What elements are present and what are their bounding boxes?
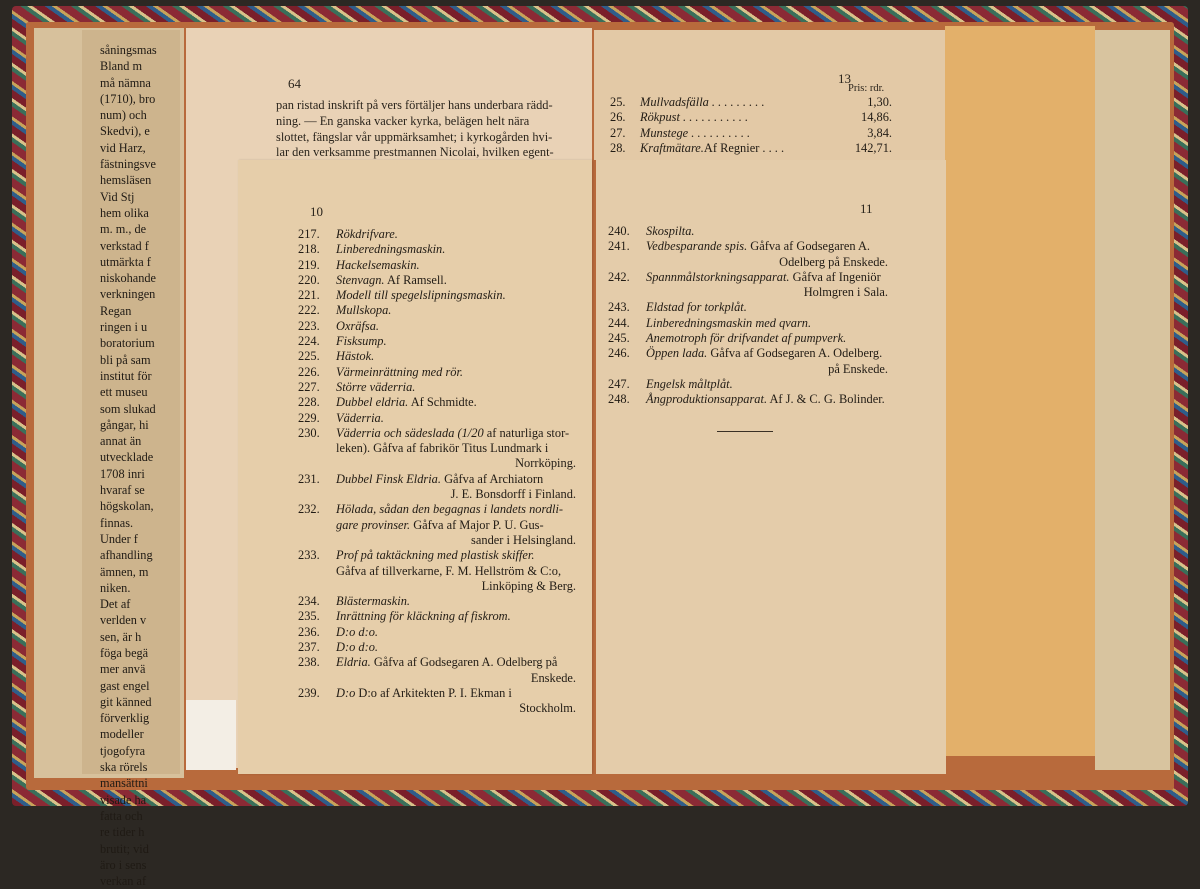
entry-continuation: Norrköping. (515, 456, 576, 471)
entry-text (646, 316, 888, 331)
entry-number: 227. (298, 379, 320, 394)
entry-name: Väderria. (336, 410, 384, 425)
page-number: 11 (860, 201, 873, 216)
catalog-entry (298, 334, 576, 349)
price-row (610, 95, 892, 110)
entry-text (336, 242, 576, 257)
catalog-entry (298, 472, 576, 487)
entry-number: 222. (298, 303, 320, 318)
entry-number: 226. (298, 364, 320, 379)
entry-number: 231. (298, 471, 320, 486)
entry-text (336, 655, 576, 670)
clipping-line: niskohande (100, 271, 157, 286)
entry-note: Af J. & C. G. Bolinder. (767, 392, 885, 407)
catalog-entry (608, 331, 888, 346)
catalog-entry (298, 303, 576, 318)
entry-name: Eldstad for torkplåt. (646, 300, 747, 315)
entry-number: 218. (298, 242, 320, 257)
entry-price: 1,30. (867, 95, 892, 109)
entry-name: Rökdrifvare. (336, 227, 398, 241)
entry-continuation: J. E. Bonsdorff i Finland. (450, 487, 576, 502)
entry-number: 247. (608, 376, 630, 391)
catalog-entry (608, 270, 888, 285)
clipping-line: fatta och (100, 808, 143, 823)
clipping-line: bli på sam (100, 352, 151, 367)
entry-name: Linberedningsmaskin med qvarn. (646, 315, 812, 330)
entry-name: Öppen lada. (646, 346, 708, 361)
entry-number: 229. (298, 410, 320, 425)
entry-note: Gåfva af Archiatorn (440, 471, 544, 486)
clipping-line: utmärkta f (100, 254, 151, 269)
entry-number: 239. (298, 685, 320, 700)
catalog-entry (608, 377, 888, 392)
entry-number: 27. (610, 125, 626, 140)
clipping-line: Bland m (100, 59, 143, 74)
catalog-entry (608, 316, 888, 331)
price-row (610, 110, 892, 125)
entry-number: 235. (298, 609, 320, 624)
entry-name: Väderria och sädeslada (1/20 (336, 425, 484, 440)
page-number: 10 (310, 204, 323, 219)
catalog-entry (298, 380, 576, 395)
entry-number: 240. (608, 224, 630, 238)
entry-continuation: Holmgren i Sala. (803, 285, 888, 300)
entry-number: 230. (298, 425, 320, 440)
entry-number: 221. (298, 288, 320, 303)
clipping-line: föga begä (100, 645, 149, 660)
clipping-line: niken. (100, 580, 131, 595)
entry-name: Engelsk måltplåt. (646, 376, 733, 391)
clipping-line: num) och (100, 108, 147, 123)
catalog-list (608, 224, 888, 408)
price-row (610, 126, 892, 141)
clipping-line: mer anvä (100, 662, 146, 677)
entry-note: Gåfva af Godsegaren A. Odelberg. (707, 346, 883, 361)
entry-text (336, 334, 576, 349)
entry-name: Rökpust . . . . . . . . . . . (640, 110, 749, 125)
entry-name: Skospilta. (646, 224, 695, 238)
entry-number: 236. (298, 624, 320, 639)
clipping-line: annat än (100, 434, 142, 449)
clipping-line: sen, är h (100, 629, 142, 644)
entry-note: Gåfva af Godsegaren A. (747, 239, 871, 254)
clipping-line: hem olika (100, 205, 149, 220)
catalog-entry (298, 273, 576, 288)
entry-note: Gåfva af Ingeniör (789, 269, 881, 284)
entry-name: Linberedningsmaskin. (336, 242, 446, 257)
clipping-line: boratorium (100, 336, 155, 351)
clipping-line: utvecklade (100, 450, 154, 465)
entry-text (336, 319, 576, 334)
clipping-line: gångar, hi (100, 417, 149, 432)
entry-number: 25. (610, 95, 626, 109)
clipping-line: m. m., de (100, 222, 147, 237)
entry-text (646, 346, 888, 361)
clipping-line: Skedvi), e (100, 124, 150, 139)
catalog-entry (298, 349, 576, 364)
entry-note: Af Regnier . . . . (703, 140, 785, 155)
clipping-line: högskolan, (100, 499, 154, 514)
clipping-line: (1710), bro (100, 91, 156, 106)
catalog-entry (608, 239, 888, 254)
clipping-line: förverklig (100, 711, 150, 726)
entry-text (646, 300, 888, 315)
newspaper-clipping-text (100, 42, 180, 889)
clipping-line: ringen i u (100, 320, 148, 335)
clipping-line: tjogofyra (100, 743, 146, 758)
entry-name: Fisksump. (336, 334, 387, 349)
entry-continuation: Stockholm. (519, 701, 576, 716)
clipping-line: såningsmas (100, 43, 157, 57)
catalog-list (298, 227, 576, 717)
entry-name: Stenvagn. (336, 272, 385, 287)
clipping-line: modeller (100, 727, 144, 742)
entry-name: Eldria. (336, 655, 371, 670)
clipping-line: git känned (100, 694, 152, 709)
clipping-line: afhandling (100, 548, 153, 563)
entry-number: 241. (608, 239, 630, 254)
entry-name: Munstege . . . . . . . . . . (640, 125, 751, 140)
entry-name: Oxräfsa. (336, 318, 380, 333)
entry-number: 244. (608, 315, 630, 330)
page-10 (238, 160, 592, 774)
clipping-line: verlden v (100, 613, 147, 628)
catalog-entry (298, 395, 576, 410)
entry-name: Ångproduktionsapparat. (646, 392, 768, 407)
entry-text (336, 472, 576, 487)
clipping-line: verkan af (100, 874, 147, 889)
entry-number: 223. (298, 318, 320, 333)
entry-text (336, 395, 576, 410)
entry-note: af naturliga stor- (483, 425, 570, 440)
entry-number: 220. (298, 272, 320, 287)
entry-note: D:o af Arkitekten P. I. Ekman i (355, 685, 512, 700)
entry-name: Vedbesparande spis. (646, 239, 748, 254)
entry-continuation: sander i Helsingland. (471, 532, 576, 547)
entry-number: 224. (298, 334, 320, 349)
clipping-line: Regan (100, 303, 132, 318)
end-rule (717, 431, 773, 432)
entry-number: 225. (298, 349, 320, 364)
entry-name: gare provinser. (336, 517, 411, 532)
entry-text (336, 288, 576, 303)
entry-text (336, 609, 576, 624)
clipping-line: äro i sens (100, 857, 147, 872)
entry-price: 14,86. (861, 110, 892, 125)
catalog-entry (298, 227, 576, 242)
entry-number: 245. (608, 331, 630, 346)
white-slip (186, 700, 236, 770)
entry-note: Af Ramsell. (384, 272, 447, 287)
entry-name: D:o (336, 685, 356, 700)
entry-continuation: Odelberg på Enskede. (779, 254, 888, 269)
entry-text (646, 239, 888, 254)
catalog-entry (298, 609, 576, 624)
page-64-text (276, 98, 578, 161)
entry-name: Blästermaskin. (336, 594, 410, 609)
entry-note: Gåfva af Godsegaren A. Odelberg på (370, 655, 558, 670)
entry-continuation: Linköping & Berg. (481, 578, 576, 593)
entry-number: 233. (298, 548, 320, 563)
catalog-entry (298, 625, 576, 640)
catalog-entry (298, 686, 576, 701)
catalog-entry (298, 640, 576, 655)
entry-number: 243. (608, 300, 630, 315)
entry-name: Modell till spegelslipningsmaskin. (336, 288, 506, 303)
entry-text (336, 686, 576, 701)
entry-text (336, 625, 576, 640)
entry-text (336, 227, 576, 242)
clipping-line: ska rörels (100, 760, 148, 775)
catalog-entry (298, 594, 576, 609)
entry-name: Hackelsemaskin. (336, 257, 420, 272)
entry-price: 142,71. (854, 140, 892, 155)
text-line: ning. — En ganska vacker kyrka, belägen helt nära (276, 113, 530, 128)
catalog-entry (298, 655, 576, 670)
price-list (610, 95, 892, 156)
catalog-entry (298, 288, 576, 303)
catalog-entry (298, 258, 576, 273)
entry-name: Inrättning för kläckning af fiskrom. (336, 609, 511, 624)
clipping-line: må nämna (100, 75, 151, 90)
catalog-entry (298, 548, 576, 563)
entry-text (646, 224, 888, 239)
clipping-line: Det af (100, 597, 131, 612)
clipping-line: institut för (100, 368, 152, 383)
entry-text (336, 258, 576, 273)
entry-name: Anemotroph för drifvandet af pumpverk. (646, 331, 847, 346)
entry-name: D:o d:o. (336, 640, 378, 655)
clipping-line: visade ha (100, 792, 147, 807)
entry-number: 238. (298, 655, 320, 670)
entry-name: Dubbel Finsk Eldria. (336, 471, 441, 486)
entry-number: 26. (610, 110, 626, 125)
text-line: slottet, fängslar vår uppmärksamhet; i kyrkogården hvi- (276, 129, 553, 144)
entry-continuation: leken). Gåfva af fabrikör Titus Lundmark i (336, 441, 549, 456)
entry-number: 232. (298, 502, 320, 517)
entry-name: Kraftmätare. (640, 140, 704, 155)
entry-text (336, 365, 576, 380)
page-number: 13 (838, 71, 851, 86)
entry-name: Dubbel eldria. (336, 395, 409, 410)
entry-number: 248. (608, 392, 630, 407)
catalog-entry (298, 242, 576, 257)
price-header: Pris: rdr. (848, 83, 885, 94)
clipping-line: hvaraf se (100, 483, 145, 498)
clipping-line: mansättni (100, 776, 148, 791)
catalog-entry (608, 300, 888, 315)
entry-number: 228. (298, 395, 320, 410)
entry-text (646, 377, 888, 392)
catalog-entry (298, 426, 576, 441)
entry-text (336, 273, 576, 288)
entry-continuation: Gåfva af tillverkarne, F. M. Hellström & C:o, (336, 563, 562, 578)
clipping-line: hemsläsen (100, 173, 152, 188)
entry-price: 3,84. (867, 125, 892, 140)
entry-continuation (298, 518, 576, 533)
entry-text (336, 426, 576, 441)
entry-text (336, 380, 576, 395)
price-row (610, 141, 892, 156)
entry-name: Hölada, sådan den begagnas i landets nordli- (336, 502, 564, 517)
entry-text (336, 349, 576, 364)
page-11 (596, 160, 946, 774)
entry-text (336, 303, 576, 318)
clipping-line: Vid Stj (100, 189, 135, 204)
clipping-line: som slukad (100, 401, 156, 416)
entry-number: 234. (298, 594, 320, 609)
entry-number: 246. (608, 346, 630, 361)
yellow-insert-page (945, 26, 1095, 756)
entry-name: Mullskopa. (336, 303, 392, 318)
entry-name: Mullvadsfälla . . . . . . . . . (640, 95, 765, 109)
entry-name: Värmeinrättning med rör. (336, 364, 464, 379)
page-number: 64 (288, 76, 301, 91)
entry-text (646, 392, 888, 407)
clipping-line: vid Harz, (100, 140, 146, 155)
clipping-line: brutit; vid (100, 841, 149, 856)
catalog-entry (608, 346, 888, 361)
clipping-line: verkningen (100, 287, 156, 302)
entry-number: 237. (298, 640, 320, 655)
catalog-entry (608, 392, 888, 407)
entry-note: Gåfva af Major P. U. Gus- (410, 517, 544, 532)
clipping-line: 1708 inri (100, 466, 145, 481)
entry-name: Större väderria. (336, 379, 416, 394)
entry-continuation: Enskede. (530, 670, 576, 685)
entry-text (336, 548, 576, 563)
entry-text (336, 502, 576, 517)
clipping-line: Under f (100, 531, 138, 546)
entry-text (336, 640, 576, 655)
catalog-entry (298, 502, 576, 517)
entry-number: 219. (298, 257, 320, 272)
catalog-entry (298, 411, 576, 426)
entry-number: 242. (608, 269, 630, 284)
entry-text (336, 594, 576, 609)
text-line: lar den verksamme prestmannen Nicolai, hvilken egent- (276, 145, 554, 160)
entry-text (646, 331, 888, 346)
clipping-line: verkstad f (100, 238, 149, 253)
catalog-entry (298, 365, 576, 380)
entry-name: D:o d:o. (336, 624, 378, 639)
clipping-line: re tider h (100, 825, 145, 840)
entry-text (646, 270, 888, 285)
clipping-line: finnas. (100, 515, 134, 530)
entry-name: Hästok. (336, 349, 375, 364)
entry-name: Prof på taktäckning med plastisk skiffer. (336, 548, 535, 563)
back-page (1095, 30, 1170, 770)
clipping-line: ett museu (100, 385, 148, 400)
entry-note: Af Schmidte. (408, 395, 477, 410)
catalog-entry (608, 224, 888, 239)
entry-name: Spannmålstorkningsapparat. (646, 269, 790, 284)
entry-number: 28. (610, 140, 626, 155)
catalog-entry (298, 319, 576, 334)
text-line: pan ristad inskrift på vers förtäljer hans underbara rädd- (276, 98, 553, 112)
entry-continuation: på Enskede. (828, 361, 888, 376)
entry-number: 217. (298, 227, 320, 241)
entry-text (336, 411, 576, 426)
clipping-line: fästningsve (100, 157, 157, 172)
page-13 (594, 30, 946, 160)
clipping-line: ämnen, m (100, 564, 149, 579)
clipping-line: gast engel (100, 678, 150, 693)
